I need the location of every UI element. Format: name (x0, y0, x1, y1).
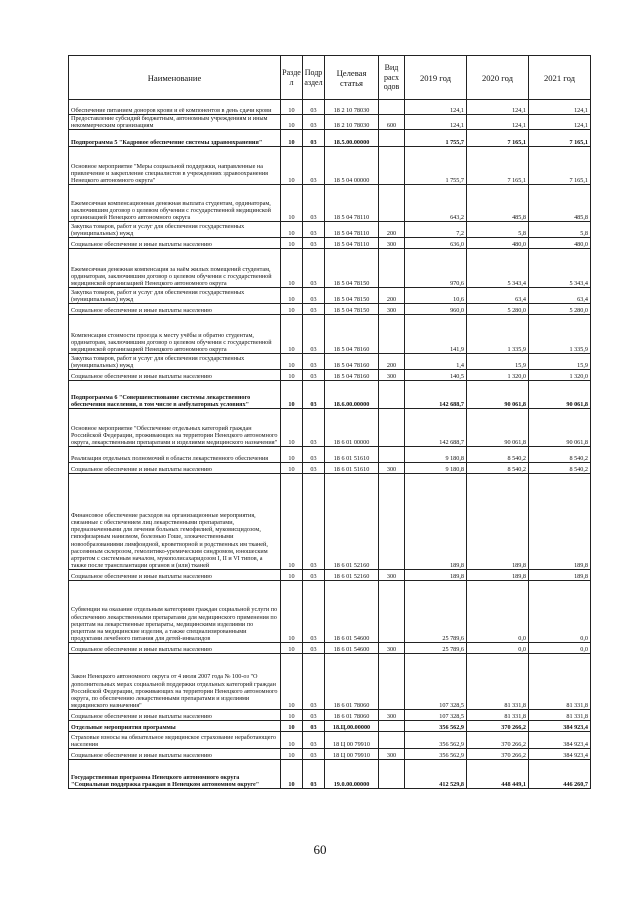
cell-2020: 15,9 (467, 354, 529, 370)
cell-2020: 485,8 (467, 185, 529, 222)
table-row (69, 447, 591, 463)
table-row (69, 581, 591, 643)
table-row (69, 463, 591, 474)
cell-name: Социальное обеспечение и иные выплаты населению (69, 643, 281, 654)
cell-2021: 485,8 (529, 185, 591, 222)
cell-2020: 90 061,8 (467, 381, 529, 409)
table-row (69, 100, 591, 115)
table-row (69, 238, 591, 249)
cell-podrazdel: 03 (303, 474, 325, 570)
cell-2020: 90 061,8 (467, 409, 529, 447)
cell-target-article: 18 5 04 78160 (325, 315, 379, 354)
cell-razdel: 10 (281, 238, 303, 249)
cell-name: Основное мероприятие "Меры социальной поддержки, направленные на привлечение и закрепление специалистов в учреждениях здравоохранения Ненецкого автономного округа" (69, 147, 281, 185)
cell-target-article: 18 5 04 00000 (325, 147, 379, 185)
table-row (69, 354, 591, 370)
cell-2019: 7,2 (405, 222, 467, 238)
cell-2020: 370 266,2 (467, 749, 529, 760)
cell-target-article: 18 6 01 78060 (325, 654, 379, 710)
cell-razdel: 10 (281, 581, 303, 643)
cell-target-article: 18 6 01 54600 (325, 643, 379, 654)
cell-2019: 142 688,7 (405, 409, 467, 447)
cell-2021: 90 061,8 (529, 409, 591, 447)
cell-2019: 124,1 (405, 100, 467, 115)
cell-podrazdel: 03 (303, 288, 325, 304)
cell-target-article: 18 5 04 78110 (325, 222, 379, 238)
table-row (69, 749, 591, 760)
cell-podrazdel: 03 (303, 185, 325, 222)
cell-expense-type: 300 (379, 710, 405, 721)
cell-target-article: 18 5 04 78150 (325, 288, 379, 304)
cell-2019: 107 328,5 (405, 710, 467, 721)
header-name: Наименование (69, 56, 281, 100)
cell-razdel: 10 (281, 370, 303, 381)
cell-2020: 189,8 (467, 474, 529, 570)
cell-target-article: 18 5 04 78110 (325, 238, 379, 249)
cell-name: Закупка товаров, работ и услуг для обеспечения государственных (муниципальных) нужд (69, 354, 281, 370)
cell-name: Предоставление субсидий бюджетным, автономным учреждениям и иным некоммерческим организациям (69, 115, 281, 130)
cell-2020: 370 266,2 (467, 721, 529, 732)
cell-2021: 446 260,7 (529, 760, 591, 789)
table-row (69, 760, 591, 789)
cell-podrazdel: 03 (303, 115, 325, 130)
cell-2020: 7 165,1 (467, 130, 529, 147)
page-number: 60 (313, 842, 327, 857)
cell-2021: 5 280,0 (529, 304, 591, 315)
cell-podrazdel: 03 (303, 463, 325, 474)
cell-name: Субвенции на оказание отдельным категориям граждан социальной услуги по обеспечению лекарственными препаратами для медицинского применения по рецептам на лекарственные препараты, медицинскими изделиями по рецептам на медицинские изделия, а также специализированными продуктами лечебного питания для детей-инвалидов (69, 581, 281, 643)
cell-podrazdel: 03 (303, 354, 325, 370)
cell-name: Реализация отдельных полномочий в области лекарственного обеспечения (69, 447, 281, 463)
cell-expense-type (379, 185, 405, 222)
cell-2019: 189,8 (405, 474, 467, 570)
cell-2019: 970,6 (405, 249, 467, 288)
cell-name: Основное мероприятие "Обеспечение отдельных категорий граждан Российской Федерации, проживающих на территории Ненецкого автономного округа, лекарственными препаратами и изделиями медицинского назначения" (69, 409, 281, 447)
cell-expense-type (379, 249, 405, 288)
table-row (69, 721, 591, 732)
cell-podrazdel: 03 (303, 222, 325, 238)
cell-podrazdel: 03 (303, 721, 325, 732)
cell-2020: 81 331,8 (467, 710, 529, 721)
cell-2021: 63,4 (529, 288, 591, 304)
cell-razdel: 10 (281, 749, 303, 760)
cell-2020: 124,1 (467, 115, 529, 130)
cell-name: Социальное обеспечение и иные выплаты населению (69, 238, 281, 249)
budget-table (68, 55, 591, 789)
cell-target-article: 18.Ц.00.00000 (325, 721, 379, 732)
header-podrazdel: Подр аздел (303, 56, 325, 100)
cell-razdel: 10 (281, 304, 303, 315)
table-row (69, 222, 591, 238)
cell-podrazdel: 03 (303, 447, 325, 463)
header-razdel: Разде л (281, 56, 303, 100)
cell-2021: 1 335,9 (529, 315, 591, 354)
cell-2019: 9 180,8 (405, 463, 467, 474)
cell-2019: 141,9 (405, 315, 467, 354)
cell-target-article: 18 5 04 78110 (325, 185, 379, 222)
cell-2020: 5 280,0 (467, 304, 529, 315)
cell-2020: 370 266,2 (467, 732, 529, 749)
cell-target-article: 18 5 04 78160 (325, 354, 379, 370)
cell-target-article: 18 6 01 52160 (325, 474, 379, 570)
cell-razdel: 10 (281, 760, 303, 789)
cell-razdel: 10 (281, 354, 303, 370)
cell-2020: 124,1 (467, 100, 529, 115)
cell-razdel: 10 (281, 100, 303, 115)
cell-name: Социальное обеспечение и иные выплаты населению (69, 463, 281, 474)
table-row (69, 304, 591, 315)
cell-name: Ежемесячная компенсационная денежная выплата студентам, ординаторам, заключившим договор о целевом обучении с государственной медицинской организацией Ненецкого автономного округа (69, 185, 281, 222)
cell-podrazdel: 03 (303, 749, 325, 760)
cell-2019: 1 755,7 (405, 147, 467, 185)
cell-name: Подпрограмма 5 "Кадровое обеспечение системы здравоохранения" (69, 130, 281, 147)
cell-podrazdel: 03 (303, 315, 325, 354)
cell-podrazdel: 03 (303, 643, 325, 654)
cell-razdel: 10 (281, 732, 303, 749)
cell-target-article: 18 5 04 78160 (325, 370, 379, 381)
cell-2019: 9 180,8 (405, 447, 467, 463)
cell-2021: 8 540,2 (529, 447, 591, 463)
cell-2021: 7 165,1 (529, 130, 591, 147)
cell-2021: 189,8 (529, 474, 591, 570)
table-row (69, 288, 591, 304)
cell-2021: 8 540,2 (529, 463, 591, 474)
cell-expense-type (379, 130, 405, 147)
cell-expense-type (379, 721, 405, 732)
cell-2021: 7 165,1 (529, 147, 591, 185)
cell-name: Компенсация стоимости проезда к месту учёбы и обратно студентам, ординаторам, заключившим договор о целевом обучении с государственной медицинской организацией Ненецкого автономного округа (69, 315, 281, 354)
cell-target-article: 18 6 01 54600 (325, 581, 379, 643)
cell-2019: 189,8 (405, 570, 467, 581)
cell-razdel: 10 (281, 130, 303, 147)
cell-podrazdel: 03 (303, 130, 325, 147)
cell-name: Страховые взносы на обязательное медицинское страхование неработающего населения (69, 732, 281, 749)
cell-target-article: 18 6 01 78060 (325, 710, 379, 721)
cell-2020: 480,0 (467, 238, 529, 249)
cell-2021: 81 331,8 (529, 654, 591, 710)
cell-target-article: 18 5 04 78150 (325, 249, 379, 288)
cell-expense-type: 300 (379, 238, 405, 249)
cell-2021: 0,0 (529, 643, 591, 654)
cell-2021: 1 320,0 (529, 370, 591, 381)
cell-razdel: 10 (281, 222, 303, 238)
cell-expense-type: 600 (379, 115, 405, 130)
cell-2019: 643,2 (405, 185, 467, 222)
cell-2020: 63,4 (467, 288, 529, 304)
table-row (69, 130, 591, 147)
cell-2019: 412 529,8 (405, 760, 467, 789)
table-row (69, 315, 591, 354)
cell-name: Государственная программа Ненецкого автономного округа "Социальная поддержка граждан в Ненецком автономном округе" (69, 760, 281, 789)
cell-podrazdel: 03 (303, 760, 325, 789)
cell-razdel: 10 (281, 654, 303, 710)
cell-name: Отдельные мероприятия программы (69, 721, 281, 732)
cell-2020: 1 335,9 (467, 315, 529, 354)
cell-2020: 7 165,1 (467, 147, 529, 185)
table-row (69, 654, 591, 710)
cell-expense-type (379, 381, 405, 409)
cell-expense-type (379, 474, 405, 570)
header-target-article: Целевая статья (325, 56, 379, 100)
table-header-row (69, 56, 591, 100)
cell-target-article: 18 5 04 78150 (325, 304, 379, 315)
cell-target-article: 18.6.00.00000 (325, 381, 379, 409)
cell-podrazdel: 03 (303, 381, 325, 409)
cell-expense-type (379, 147, 405, 185)
cell-expense-type: 300 (379, 370, 405, 381)
cell-2021: 189,8 (529, 570, 591, 581)
header-2020: 2020 год (467, 56, 529, 100)
table-row (69, 409, 591, 447)
cell-podrazdel: 03 (303, 238, 325, 249)
cell-name: Социальное обеспечение и иные выплаты населению (69, 710, 281, 721)
cell-target-article: 18.5.00.00000 (325, 130, 379, 147)
cell-2020: 189,8 (467, 570, 529, 581)
cell-razdel: 10 (281, 710, 303, 721)
table-body (69, 100, 591, 789)
table-row (69, 643, 591, 654)
cell-expense-type (379, 760, 405, 789)
cell-target-article: 18 2 10 78030 (325, 100, 379, 115)
cell-razdel: 10 (281, 288, 303, 304)
cell-2019: 124,1 (405, 115, 467, 130)
cell-expense-type: 300 (379, 570, 405, 581)
cell-2021: 480,0 (529, 238, 591, 249)
cell-expense-type (379, 315, 405, 354)
table-row (69, 710, 591, 721)
cell-target-article: 18 6 01 51610 (325, 463, 379, 474)
cell-2021: 124,1 (529, 100, 591, 115)
table-row (69, 381, 591, 409)
cell-expense-type: 300 (379, 749, 405, 760)
cell-2019: 356 562,9 (405, 721, 467, 732)
cell-expense-type: 200 (379, 354, 405, 370)
cell-2019: 25 789,6 (405, 643, 467, 654)
cell-2019: 960,0 (405, 304, 467, 315)
table-row (69, 370, 591, 381)
cell-name: Социальное обеспечение и иные выплаты населению (69, 749, 281, 760)
header-expense-type: Вид расх одов (379, 56, 405, 100)
cell-2020: 5 343,4 (467, 249, 529, 288)
cell-name: Подпрограмма 6 "Совершенствование системы лекарственного обеспечения населения, в том числе в амбулаторных условиях" (69, 381, 281, 409)
cell-razdel: 10 (281, 570, 303, 581)
cell-2021: 90 061,8 (529, 381, 591, 409)
cell-target-article: 18 Ц 00 79910 (325, 732, 379, 749)
cell-razdel: 10 (281, 147, 303, 185)
cell-name: Социальное обеспечение и иные выплаты населению (69, 304, 281, 315)
cell-target-article: 18 2 10 78030 (325, 115, 379, 130)
cell-name: Закупка товаров, работ и услуг для обеспечения государственных (муниципальных) нужд (69, 222, 281, 238)
cell-expense-type (379, 732, 405, 749)
cell-podrazdel: 03 (303, 249, 325, 288)
cell-razdel: 10 (281, 249, 303, 288)
cell-2019: 107 328,5 (405, 654, 467, 710)
cell-name: Закон Ненецкого автономного округа от 4 июля 2007 года № 100-оз "О дополнительных мерах социальной поддержки отдельных категорий граждан Российской Федерации, проживающих на территории Ненецкого автономного округа, по обеспечению лекарственными препаратами и изделиями медицинского назначения" (69, 654, 281, 710)
cell-name: Закупка товаров, работ и услуг для обеспечения государственных (муниципальных) нужд (69, 288, 281, 304)
table-row (69, 115, 591, 130)
cell-2021: 5,8 (529, 222, 591, 238)
table-row (69, 185, 591, 222)
cell-podrazdel: 03 (303, 147, 325, 185)
cell-expense-type: 300 (379, 463, 405, 474)
cell-podrazdel: 03 (303, 409, 325, 447)
cell-2019: 636,0 (405, 238, 467, 249)
cell-2019: 10,6 (405, 288, 467, 304)
cell-target-article: 18 6 01 52160 (325, 570, 379, 581)
cell-podrazdel: 03 (303, 654, 325, 710)
cell-razdel: 10 (281, 115, 303, 130)
table-row (69, 570, 591, 581)
cell-2020: 8 540,2 (467, 447, 529, 463)
table-row (69, 474, 591, 570)
cell-2021: 5 343,4 (529, 249, 591, 288)
cell-expense-type: 300 (379, 643, 405, 654)
cell-2021: 0,0 (529, 581, 591, 643)
cell-razdel: 10 (281, 643, 303, 654)
cell-name: Ежемесячная денежная компенсация за наём жилых помещений студентам, ординаторам, заключившим договор о целевом обучении с государственной медицинской организацией Ненецкого автономного округа (69, 249, 281, 288)
cell-razdel: 10 (281, 381, 303, 409)
header-2019: 2019 год (405, 56, 467, 100)
cell-2019: 356 562,9 (405, 749, 467, 760)
cell-2021: 384 923,4 (529, 749, 591, 760)
header-2021: 2021 год (529, 56, 591, 100)
cell-2019: 140,5 (405, 370, 467, 381)
cell-2020: 1 320,0 (467, 370, 529, 381)
cell-podrazdel: 03 (303, 581, 325, 643)
cell-2019: 25 789,6 (405, 581, 467, 643)
cell-target-article: 18 6 01 51610 (325, 447, 379, 463)
cell-target-article: 19.0.00.00000 (325, 760, 379, 789)
cell-2019: 1 755,7 (405, 130, 467, 147)
cell-razdel: 10 (281, 463, 303, 474)
cell-expense-type: 300 (379, 304, 405, 315)
cell-name: Социальное обеспечение и иные выплаты населению (69, 370, 281, 381)
cell-2020: 5,8 (467, 222, 529, 238)
table-row (69, 732, 591, 749)
cell-2019: 1,4 (405, 354, 467, 370)
cell-expense-type: 200 (379, 288, 405, 304)
cell-2020: 0,0 (467, 581, 529, 643)
cell-razdel: 10 (281, 409, 303, 447)
cell-2021: 384 923,4 (529, 732, 591, 749)
cell-expense-type (379, 409, 405, 447)
cell-name: Обеспечение питанием доноров крови и её компонентов в день сдачи крови (69, 100, 281, 115)
cell-2021: 124,1 (529, 115, 591, 130)
cell-podrazdel: 03 (303, 732, 325, 749)
cell-podrazdel: 03 (303, 370, 325, 381)
cell-razdel: 10 (281, 315, 303, 354)
cell-expense-type (379, 654, 405, 710)
cell-2021: 81 331,8 (529, 710, 591, 721)
cell-2019: 356 562,9 (405, 732, 467, 749)
cell-razdel: 10 (281, 474, 303, 570)
cell-target-article: 18 6 01 00000 (325, 409, 379, 447)
cell-razdel: 10 (281, 721, 303, 732)
cell-2020: 448 449,1 (467, 760, 529, 789)
cell-podrazdel: 03 (303, 570, 325, 581)
cell-name: Финансовое обеспечение расходов на организационные мероприятия, связанные с обеспечением лиц лекарственными препаратами, предназначенными для лечения больных гемофилией, муковисцидозом, гипофизарным нанизмом, болезнью Гоше, злокачественными новообразованиями лимфоидной, кроветворной и родственных им тканей, рассеянным склерозом, гемолитико-уремическим синдромом, юношеским артритом с системным началом, мукополисахаридозом I, II и VI типов, а также после трансплантации органов и (или) тканей (69, 474, 281, 570)
cell-target-article: 18 Ц 00 79910 (325, 749, 379, 760)
cell-razdel: 10 (281, 447, 303, 463)
cell-2021: 384 923,4 (529, 721, 591, 732)
cell-2020: 8 540,2 (467, 463, 529, 474)
cell-2021: 15,9 (529, 354, 591, 370)
cell-expense-type (379, 100, 405, 115)
cell-expense-type (379, 581, 405, 643)
cell-name: Социальное обеспечение и иные выплаты населению (69, 570, 281, 581)
cell-2019: 142 688,7 (405, 381, 467, 409)
cell-2020: 81 331,8 (467, 654, 529, 710)
table-row (69, 147, 591, 185)
cell-podrazdel: 03 (303, 100, 325, 115)
cell-expense-type (379, 447, 405, 463)
cell-razdel: 10 (281, 185, 303, 222)
cell-podrazdel: 03 (303, 710, 325, 721)
cell-2020: 0,0 (467, 643, 529, 654)
table-row (69, 249, 591, 288)
cell-podrazdel: 03 (303, 304, 325, 315)
cell-expense-type: 200 (379, 222, 405, 238)
